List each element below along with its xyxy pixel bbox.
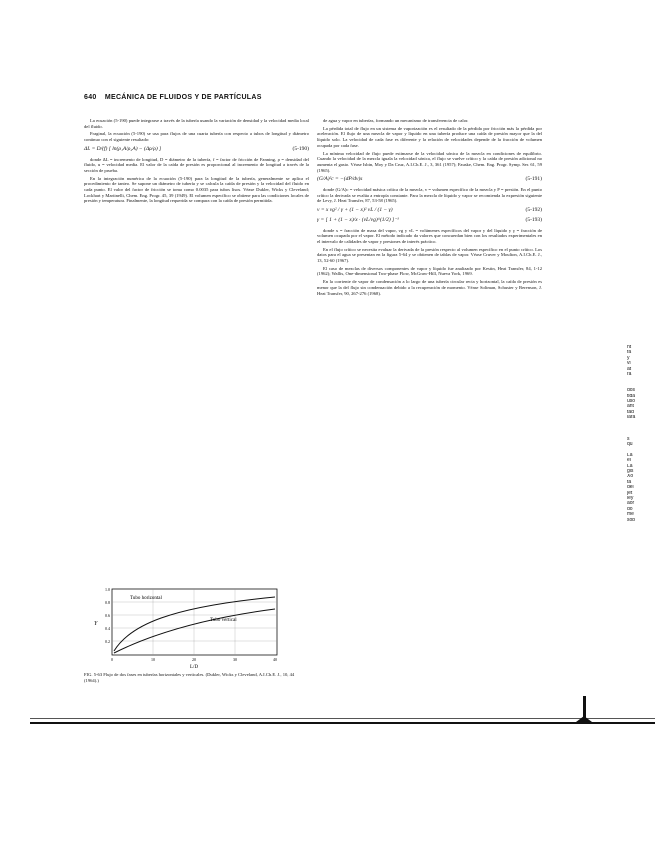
curve-vertical bbox=[114, 609, 275, 653]
paragraph: donde (G/A)c = velocidad másica crítica de la mezcla, v = volumen específico de la mezcla y P = presión. En el punto crítico la derivada se evalúa a entropía constante. Para la mezcla de líquido y vapor se recomienda la expresión siguiente de Levy, J. Heat Transfer, 87, 53-58 (1965). bbox=[317, 187, 542, 204]
bleed-fragment: uso bbox=[627, 398, 636, 404]
paragraph: En la corriente de vapor de condensación a lo largo de una tubería circular recta y horizontal, la caída de presión es menor que la del flujo sin condensación debido a la recuperación de momento. Véase Soliman, Schuster y Berenson, J. Heat Transfer, 90, 267-276 (1968). bbox=[317, 279, 542, 296]
bleed-fragment: ley bbox=[627, 495, 634, 501]
bleed-fragment: y bbox=[627, 355, 630, 361]
equation bbox=[317, 218, 542, 224]
bleed-fragment: do bbox=[627, 506, 633, 512]
paragraph: donde ΔL = incremento de longitud, D = diámetro de la tubería, f = factor de fricción de Fanning, ρ = densidad del fluido, u = velocidad media. El valor de la caída de presión es proporcional al incremento de longitud a través de la sección de prueba. bbox=[84, 156, 309, 173]
bleed-fragment: sob bbox=[627, 517, 636, 523]
curve-2-label: Tubo vertical bbox=[210, 618, 237, 623]
y-axis-label: Y bbox=[94, 621, 98, 627]
bleed-fragment: La bbox=[627, 452, 633, 458]
x-tick-label: 30 bbox=[233, 657, 237, 662]
equation-number: (5-191) bbox=[525, 176, 542, 183]
paragraph: En la integración numérica de la ecuación (5-190) para la longitud de la tubería, generalmente se aplica el procedimiento de tanteo. Se supone un diámetro de tubería y se calcula la caída de presión y la velocidad del fluido en cada punto. El valor del factor de fricción se toma como 0.0035 para tubos lisos. Véase Dukler, Wicks y Cleveland; Lockhart y Martinelli, Chem. Eng. Progr. 45, 39 (1949). El volumen específico se obtiene para las condiciones locales de presión y temperatura. Finalmente, la longitud requerida se compara con la caída de presión permitida. bbox=[84, 175, 309, 204]
y-tick-label: 0.2 bbox=[105, 639, 110, 644]
running-header bbox=[84, 94, 344, 101]
x-tick-label: 40 bbox=[273, 657, 277, 662]
figure-caption: FIG. 5-63 Flujo de dos fases en tuberías horizontales y verticales. (Dukler, Wicks y Cleveland, A.I.Ch.E. J., 10, 44 (1964).) bbox=[84, 672, 295, 683]
two-phase-flow-figure bbox=[90, 585, 285, 670]
bleed-fragment: del bbox=[627, 485, 634, 491]
equation-body: (G/A)²c = −(dP/dv)s bbox=[317, 176, 363, 183]
facing-page-bleed-text bbox=[627, 345, 655, 523]
equation-number: (5-190) bbox=[292, 145, 309, 152]
bleed-fragment: aor bbox=[627, 501, 635, 507]
paragraph: Fraginal, la ecuación (5-190) se usa para flujos de una cuarta tubería con respecto a tubos de longitud y diámetro continuo con el siguiente resultado: bbox=[84, 131, 309, 143]
bleed-fragment: gis bbox=[627, 468, 634, 474]
paragraph: donde x = fracción de masa del vapor, vg y vL = volúmenes específicos del vapor y del líquido y γ = fracción de volumen ocupada por el vapor. El método indicado da valores que concuerdan bien con los resultados experimentales en el intervalo de calidades de vapor y presiones de interés práctico. bbox=[317, 227, 542, 244]
left-column bbox=[84, 118, 309, 206]
bleed-fragment: s bbox=[627, 436, 630, 442]
equation-number: (5-192) bbox=[525, 207, 542, 214]
bleed-fragment: ta bbox=[627, 479, 632, 485]
bleed-fragment: Xo bbox=[627, 474, 634, 480]
bleed-fragment: el bbox=[627, 458, 631, 464]
bleed-fragment: La bbox=[627, 463, 633, 469]
bleed-fragment: jet bbox=[627, 490, 633, 496]
equation bbox=[317, 208, 542, 214]
scanner-edge-line bbox=[30, 718, 655, 719]
bleed-fragment: vi bbox=[627, 361, 631, 367]
page-number: 640 bbox=[84, 94, 97, 101]
bleed-fragment: ra bbox=[627, 371, 632, 377]
equation bbox=[317, 177, 542, 183]
y-tick-label: 0.4 bbox=[105, 626, 110, 631]
bleed-fragment: qu bbox=[627, 442, 633, 448]
bleed-fragment: dos bbox=[627, 388, 636, 394]
x-tick-label: 20 bbox=[192, 657, 196, 662]
y-tick-label: 1.0 bbox=[105, 587, 110, 592]
paragraph: La pérdida total de flujo en un sistema de vaporización es el resultado de la pérdida por fricción más la pérdida por aceleración. El flujo de una mezcla de vapor y líquido en una tubería produce una caída de presión mayor que la del líquido solo. La velocidad de cada fase es diferente y la relación de velocidades depende de la fracción de volumen ocupada por cada fase. bbox=[317, 125, 542, 148]
bleed-fragment: me bbox=[627, 512, 634, 518]
bleed-fragment: tida bbox=[627, 393, 636, 399]
y-tick-label: 0.8 bbox=[105, 600, 110, 605]
paragraph: En el flujo crítico se necesita evaluar la derivada de la presión respecto al volumen específico en el punto crítico. Los datos para el agua se presentan en la figura 5-64 y se obtienen de tablas de vapor. Véase Cruver y Moulton, A.I.Ch.E. J., 13, 52-60 (1967). bbox=[317, 246, 542, 264]
scanner-edge-rule bbox=[30, 722, 655, 724]
equation bbox=[84, 147, 309, 153]
equation-body: ΔL = D/(f) [ ln(ρ₁A/ρ₂A) − (Δρ/ρ) ] bbox=[84, 145, 162, 152]
bleed-fragment: tad bbox=[627, 409, 634, 415]
x-tick-label: 0 bbox=[111, 657, 113, 662]
bleed-fragment: fa bbox=[627, 350, 632, 356]
running-title: MECÁNICA DE FLUIDOS Y DE PARTÍCULAS bbox=[104, 94, 262, 101]
paragraph: El caso de mezclas de diversos componentes de vapor y líquido fue analizado por Kestin, Heat Transfer, 84, 1-12 (1962); Wallis, One-dimensional Two-phase Flow, McGraw-Hill, Nueva York, 1969. bbox=[317, 265, 542, 277]
x-axis-label: L/D bbox=[190, 665, 199, 670]
x-tick-label: 10 bbox=[151, 657, 155, 662]
binding-shadow-base bbox=[576, 716, 592, 722]
paragraph: La mínima velocidad de flujo puede estimarse de la velocidad sónica de la mezcla en condiciones de equilibrio. Cuando la velocidad de la mezcla iguala la velocidad sónica, el flujo se vuelve crítico y la caída de presión adicional no aumenta el gasto. Véase Isbin, Moy y Da Cruz, A.I.Ch.E. J., 3, 361 (1957); Fauske, Chem. Eng. Progr. Symp. Ser. 61, 59 (1965). bbox=[317, 150, 542, 173]
curve-1-label: Tubo horizontal bbox=[130, 596, 162, 601]
bleed-fragment: nt bbox=[627, 345, 632, 350]
paragraph: de agua y vapor en tuberías, formando un mecanismo de transferencia de calor. bbox=[323, 118, 469, 123]
bleed-fragment: at bbox=[627, 366, 632, 372]
equation-number: (5-193) bbox=[525, 216, 542, 223]
right-column bbox=[317, 118, 542, 298]
equation-body: ν = x vg² / γ + (1 − x)² vL / (1 − γ) bbox=[317, 207, 393, 214]
bleed-fragment: ant bbox=[627, 404, 634, 410]
equation-body: γ = [ 1 + (1 − x)/x · (vL/vg)^(1/2) ]⁻¹ bbox=[317, 216, 399, 223]
paragraph: La ecuación (5-190) puede integrarse a través de la tubería usando la variación de densidad y la velocidad media local del fluido. bbox=[84, 118, 309, 129]
y-tick-label: 0.6 bbox=[105, 613, 110, 618]
bleed-fragment: lara bbox=[627, 415, 636, 421]
